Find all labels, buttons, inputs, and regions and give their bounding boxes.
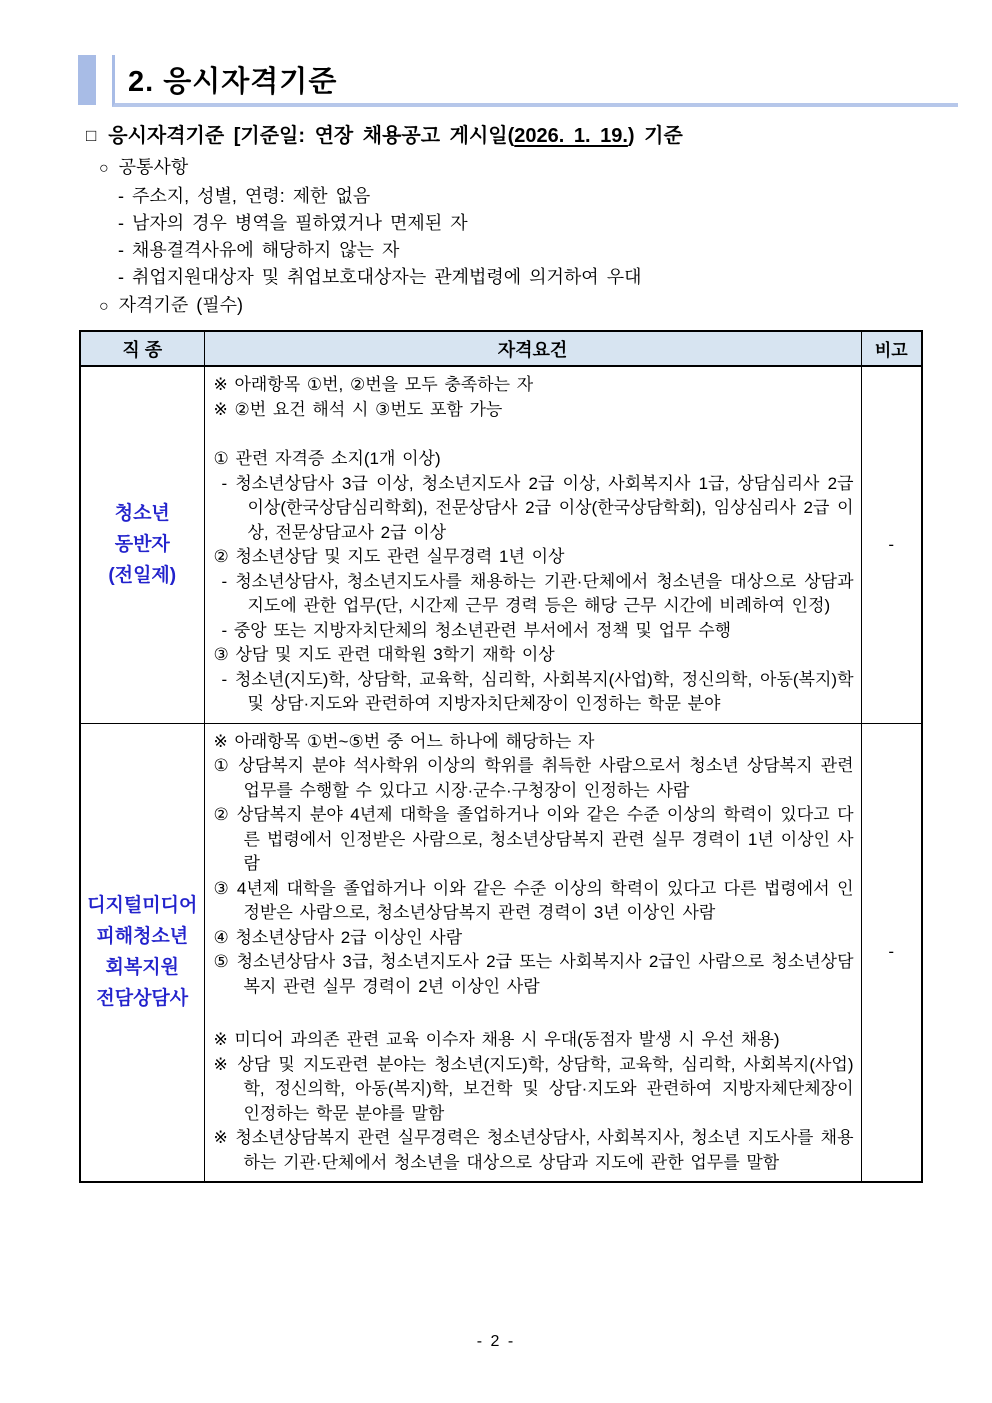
requirement-item: ※ 아래항목 ①번, ②번을 모두 충족하는 자	[213, 375, 534, 394]
section-title: 2. 응시자격기준	[128, 65, 338, 98]
job-title-line: 동반자	[114, 534, 170, 556]
circle-bullet-icon: ○	[99, 160, 109, 177]
table-row-digital-media-counselor	[80, 723, 922, 1182]
title-box	[112, 55, 958, 107]
col-header-note: 비고	[861, 331, 922, 366]
spacer	[214, 422, 854, 447]
square-bullet-icon: □	[86, 126, 97, 145]
requirement-item: ※ 청소년상담복지 관련 실무경력은 청소년상담사, 사회복지사, 청소년 지도사를 채용하는 기관·단체에서 청소년을 대상으로 상담과 지도에 관한 업무를 말함	[213, 1128, 854, 1172]
requirement-subitem: - 청소년상담사 3급 이상, 청소년지도사 2급 이상, 사회복지사 1급, 상담심리사 2급 이상(한국상담심리학회), 전문상담사 2급 이상(한국상담학회), 임상심리사 2급 이상, 전문상담교사 2급 이상	[221, 473, 854, 542]
job-title-line: 청소년	[114, 503, 170, 525]
note-cell: -	[861, 366, 922, 723]
requirement-item: ※ ②번 요건 해석 시 ③번도 포함 가능	[213, 399, 503, 419]
common-item: - 남자의 경우 병역을 필하였거나 면제된 자	[118, 213, 468, 233]
requirements-cell	[204, 366, 861, 723]
job-title-cell	[80, 366, 204, 723]
table-row-youth-companion	[80, 366, 922, 723]
job-title-line: (전일제)	[108, 565, 177, 587]
requirement-item: ① 관련 자격증 소지(1개 이상)	[213, 449, 441, 468]
note-cell: -	[861, 723, 922, 1182]
job-title-line: 피해청소년	[96, 926, 189, 948]
qualification-section-heading	[99, 291, 958, 321]
title-accent-bar	[78, 55, 96, 105]
common-section-heading	[99, 153, 958, 183]
job-title-line: 회복지원	[105, 957, 179, 979]
col-header-job: 직 종	[80, 331, 204, 366]
job-title-line: 전담상담사	[96, 988, 189, 1010]
requirement-item: ※ 상담 및 지도관련 분야는 청소년(지도)학, 상담학, 교육학, 심리학, 사회복지(사업)학, 정신의학, 아동(복지)학, 보건학 및 상담·지도와 관련하여 지방자체단체장이 인정하는 학문 분야를 말함	[213, 1054, 854, 1123]
requirement-item: ③ 4년제 대학을 졸업하거나 이와 같은 수준 이상의 학력이 있다고 다른 법령에서 인정받은 사람으로, 청소년상담복지 관련 경력이 3년 이상인 사람	[213, 878, 854, 922]
requirement-subitem: - 중앙 또는 지방자치단체의 청소년관련 부서에서 정책 및 업무 수행	[221, 620, 732, 640]
common-item: - 채용결격사유에 해당하지 않는 자	[118, 240, 400, 260]
section-title-block	[0, 0, 992, 110]
requirement-item: ② 청소년상담 및 지도 관련 실무경력 1년 이상	[213, 547, 565, 566]
requirement-item: ④ 청소년상담사 2급 이상인 사람	[213, 927, 463, 947]
job-title-line: 디지털미디어	[87, 895, 198, 917]
requirement-item: ③ 상담 및 지도 관련 대학원 3학기 재학 이상	[213, 645, 555, 664]
page-number: - 2 -	[476, 1333, 516, 1350]
requirement-item: ※ 미디어 과의존 관련 교육 이수자 채용 시 우대(동점자 발생 시 우선 채용)	[213, 1030, 780, 1049]
table-header-row	[80, 331, 922, 366]
requirement-item: ※ 아래항목 ①번~⑤번 중 어느 하나에 해당하는 자	[213, 731, 595, 751]
common-item: - 취업지원대상자 및 취업보호대상자는 관계법령에 의거하여 우대	[118, 267, 642, 287]
criteria-heading	[86, 122, 958, 151]
requirement-item: ⑤ 청소년상담사 3급, 청소년지도사 2급 또는 사회복지사 2급인 사람으로 청소년상담복지 관련 실무 경력이 2년 이상인 사람	[213, 952, 854, 996]
requirement-item: ② 상담복지 분야 4년제 대학을 졸업하거나 이와 같은 수준 이상의 학력이 있다고 다른 법령에서 인정받은 사람으로, 청소년상담복지 관련 실무 경력이 1년 이상인 사람	[213, 805, 854, 873]
col-header-requirements: 자격요건	[204, 331, 861, 366]
common-section-label: 공통사항	[118, 157, 189, 177]
job-title-cell	[80, 723, 204, 1182]
common-item: - 주소지, 성별, 연령: 제한 없음	[118, 186, 371, 206]
criteria-base-date: 2026. 1. 19.	[514, 125, 628, 147]
requirement-item: ① 상담복지 분야 석사학위 이상의 학위를 취득한 사람으로서 청소년 상담복지 관련 업무를 수행할 수 있다고 시장·군수·구청장이 인정하는 사람	[213, 756, 854, 800]
requirement-subitem: - 청소년(지도)학, 상담학, 교육학, 심리학, 사회복지(사업)학, 정신의학, 아동(복지)학 및 상담·지도와 관련하여 지방자치단체장이 인정하는 학문 분야	[221, 669, 854, 713]
circle-bullet-icon: ○	[99, 298, 109, 315]
criteria-heading-tail: ) 기준	[627, 125, 683, 147]
requirements-cell	[204, 723, 861, 1182]
requirement-subitem: - 청소년상담사, 청소년지도사를 채용하는 기관·단체에서 청소년을 대상으로 상담과 지도에 관한 업무(단, 시간제 근무 경력 등은 해당 근무 시간에 비례하여 인정)	[221, 571, 854, 615]
qualification-table	[79, 330, 923, 1183]
criteria-heading-text: 응시자격기준 [기준일: 연장 채용공고 게시일(	[108, 125, 515, 147]
qualification-section-label: 자격기준 (필수)	[118, 295, 243, 315]
spacer	[214, 999, 854, 1028]
